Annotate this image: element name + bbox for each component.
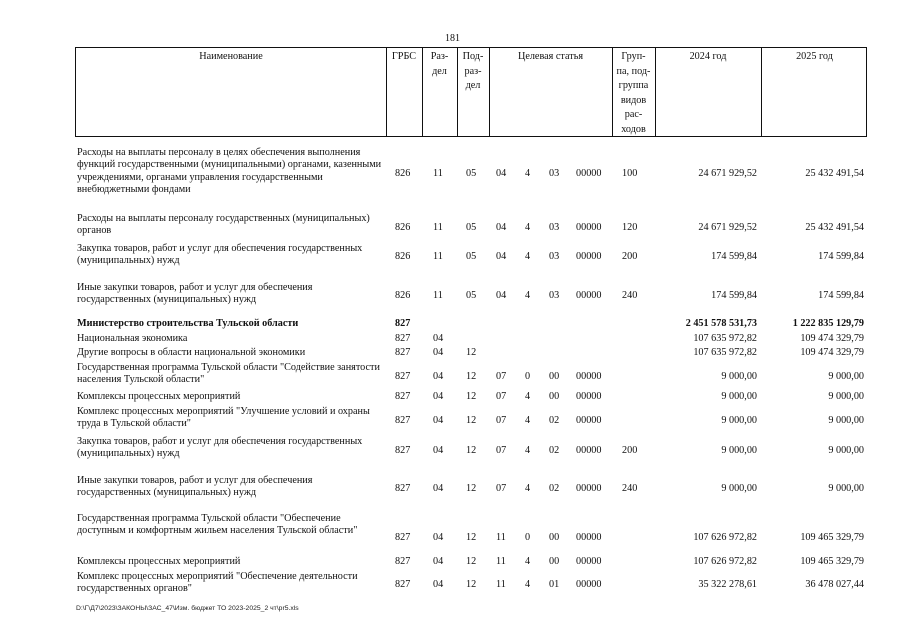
cell-pr: 12 <box>466 532 477 543</box>
cell-rz: 04 <box>433 556 444 567</box>
header-podrazdel: Под- раз- дел <box>462 51 484 92</box>
cell-t4: 00000 <box>576 556 602 567</box>
cell-grbs: 827 <box>395 415 411 426</box>
cell-vr: 200 <box>622 445 638 456</box>
cell-rz: 04 <box>433 333 444 344</box>
cell-t4: 00000 <box>576 168 602 179</box>
cell-rz: 04 <box>433 483 444 494</box>
cell-t1: 07 <box>496 445 507 456</box>
cell-pr: 05 <box>466 222 477 233</box>
cell-t4: 00000 <box>576 532 602 543</box>
row-name: Комплекс процессных мероприятий "Обеспечение деятельности государственных органов" <box>77 571 358 595</box>
cell-t3: 02 <box>549 445 560 456</box>
cell-grbs: 827 <box>395 371 411 382</box>
cell-rz: 04 <box>433 579 444 590</box>
cell-y2024: 107 635 972,82 <box>693 347 757 358</box>
cell-vr: 120 <box>622 222 638 233</box>
cell-y2025: 109 465 329,79 <box>800 532 864 543</box>
cell-t3: 00 <box>549 371 560 382</box>
cell-rz: 11 <box>433 222 443 233</box>
table-header <box>75 47 867 137</box>
cell-y2024: 9 000,00 <box>721 371 757 382</box>
cell-grbs: 827 <box>395 333 411 344</box>
cell-pr: 12 <box>466 347 477 358</box>
cell-t4: 00000 <box>576 222 602 233</box>
cell-pr: 12 <box>466 483 477 494</box>
cell-t2: 0 <box>525 532 531 543</box>
cell-pr: 12 <box>466 371 477 382</box>
cell-y2025: 109 474 329,79 <box>800 333 864 344</box>
header-2025: 2025 год <box>796 51 833 62</box>
cell-t3: 01 <box>549 579 560 590</box>
cell-pr: 12 <box>466 579 477 590</box>
row-name: Министерство строительства Тульской области <box>77 318 299 329</box>
file-path: D:\Г\Д7\2023\ЗАКОНЫ\ЗАС_47\Изм. бюджет ТО 2023-2025_2 чт\pr5.xls <box>76 605 299 612</box>
cell-t1: 07 <box>496 391 507 402</box>
cell-t4: 00000 <box>576 445 602 456</box>
cell-y2024: 24 671 929,52 <box>698 222 757 233</box>
cell-vr: 240 <box>622 483 638 494</box>
cell-y2024: 2 451 578 531,73 <box>685 318 757 329</box>
cell-t1: 04 <box>496 251 507 262</box>
cell-t3: 02 <box>549 483 560 494</box>
cell-y2024: 24 671 929,52 <box>698 168 757 179</box>
cell-t4: 00000 <box>576 371 602 382</box>
cell-y2025: 25 432 491,54 <box>805 168 864 179</box>
row-name: Иные закупки товаров, работ и услуг для обеспечения государственных (муниципальных) нужд <box>77 475 313 499</box>
cell-t1: 11 <box>496 532 506 543</box>
header-group: Груп- па, под- группа видов рас- ходов <box>616 51 651 135</box>
cell-vr: 100 <box>622 168 638 179</box>
cell-t3: 02 <box>549 415 560 426</box>
cell-t2: 4 <box>525 251 531 262</box>
cell-vr: 200 <box>622 251 638 262</box>
cell-y2024: 9 000,00 <box>721 415 757 426</box>
cell-y2024: 9 000,00 <box>721 483 757 494</box>
row-name: Государственная программа Тульской области "Обеспечение доступным и комфортным жильем населения Тульской области" <box>77 513 358 537</box>
cell-t2: 0 <box>525 371 531 382</box>
cell-y2024: 174 599,84 <box>711 251 757 262</box>
cell-grbs: 827 <box>395 579 411 590</box>
cell-t1: 11 <box>496 556 506 567</box>
cell-y2025: 109 474 329,79 <box>800 347 864 358</box>
cell-y2024: 107 626 972,82 <box>693 532 757 543</box>
row-name: Комплексы процессных мероприятий <box>77 391 241 402</box>
row-name: Расходы на выплаты персоналу государственных (муниципальных) органов <box>77 213 370 237</box>
cell-t2: 4 <box>525 222 531 233</box>
cell-t3: 00 <box>549 556 560 567</box>
cell-rz: 04 <box>433 391 444 402</box>
cell-grbs: 827 <box>395 318 411 329</box>
cell-t4: 00000 <box>576 415 602 426</box>
cell-t2: 4 <box>525 483 531 494</box>
cell-y2025: 9 000,00 <box>828 371 864 382</box>
cell-t1: 04 <box>496 290 507 301</box>
cell-t3: 03 <box>549 168 560 179</box>
row-name: Комплекс процессных мероприятий "Улучшение условий и охраны труда в Тульской области" <box>77 406 370 430</box>
cell-rz: 04 <box>433 347 444 358</box>
cell-grbs: 826 <box>395 222 411 233</box>
cell-grbs: 826 <box>395 290 411 301</box>
cell-t4: 00000 <box>576 391 602 402</box>
cell-rz: 04 <box>433 445 444 456</box>
cell-rz: 11 <box>433 168 443 179</box>
cell-t4: 00000 <box>576 251 602 262</box>
cell-t1: 04 <box>496 222 507 233</box>
cell-t2: 4 <box>525 579 531 590</box>
cell-y2025: 25 432 491,54 <box>805 222 864 233</box>
header-name: Наименование <box>199 51 263 62</box>
cell-t3: 00 <box>549 532 560 543</box>
cell-grbs: 827 <box>395 391 411 402</box>
cell-t3: 00 <box>549 391 560 402</box>
row-name: Закупка товаров, работ и услуг для обеспечения государственных (муниципальных) нужд <box>77 243 363 267</box>
cell-pr: 12 <box>466 445 477 456</box>
cell-t2: 4 <box>525 445 531 456</box>
cell-y2024: 35 322 278,61 <box>698 579 757 590</box>
cell-rz: 11 <box>433 290 443 301</box>
cell-t1: 04 <box>496 168 507 179</box>
cell-y2024: 9 000,00 <box>721 445 757 456</box>
row-name: Другие вопросы в области национальной экономики <box>77 347 306 358</box>
cell-t1: 07 <box>496 483 507 494</box>
header-grbs: ГРБС <box>391 51 417 62</box>
cell-grbs: 826 <box>395 251 411 262</box>
header-razdel: Раз- дел <box>430 51 449 77</box>
cell-t3: 03 <box>549 222 560 233</box>
cell-grbs: 827 <box>395 483 411 494</box>
cell-t3: 03 <box>549 290 560 301</box>
cell-t1: 11 <box>496 579 506 590</box>
cell-t2: 4 <box>525 415 531 426</box>
cell-grbs: 827 <box>395 445 411 456</box>
cell-y2025: 9 000,00 <box>828 483 864 494</box>
cell-y2025: 174 599,84 <box>818 290 864 301</box>
cell-y2025: 9 000,00 <box>828 415 864 426</box>
cell-t2: 4 <box>525 556 531 567</box>
cell-t2: 4 <box>525 391 531 402</box>
cell-rz: 04 <box>433 532 444 543</box>
cell-pr: 12 <box>466 556 477 567</box>
cell-t4: 00000 <box>576 290 602 301</box>
row-name: Иные закупки товаров, работ и услуг для обеспечения государственных (муниципальных) нужд <box>77 282 313 306</box>
row-name: Расходы на выплаты персоналу в целях обеспечения выполнения функций государственными (муниципальными) органами, казенными учреждениями, органами управления государственными внебюджетными фондами <box>77 147 382 196</box>
row-name: Государственная программа Тульской области "Содействие занятости населения Тульской области" <box>77 362 380 386</box>
cell-y2024: 174 599,84 <box>711 290 757 301</box>
cell-pr: 05 <box>466 251 477 262</box>
row-name: Закупка товаров, работ и услуг для обеспечения государственных (муниципальных) нужд <box>77 436 363 460</box>
cell-y2025: 9 000,00 <box>828 445 864 456</box>
cell-y2024: 107 626 972,82 <box>693 556 757 567</box>
cell-pr: 05 <box>466 168 477 179</box>
cell-y2024: 107 635 972,82 <box>693 333 757 344</box>
cell-rz: 11 <box>433 251 443 262</box>
cell-y2025: 9 000,00 <box>828 391 864 402</box>
page-number: 181 <box>445 33 460 44</box>
cell-pr: 05 <box>466 290 477 301</box>
cell-pr: 12 <box>466 391 477 402</box>
row-name: Национальная экономика <box>77 333 188 344</box>
cell-t4: 00000 <box>576 483 602 494</box>
cell-vr: 240 <box>622 290 638 301</box>
header-2024: 2024 год <box>689 51 727 62</box>
cell-rz: 04 <box>433 371 444 382</box>
cell-t2: 4 <box>525 168 531 179</box>
cell-grbs: 827 <box>395 532 411 543</box>
cell-pr: 12 <box>466 415 477 426</box>
cell-grbs: 827 <box>395 556 411 567</box>
cell-grbs: 827 <box>395 347 411 358</box>
cell-y2024: 9 000,00 <box>721 391 757 402</box>
cell-t4: 00000 <box>576 579 602 590</box>
cell-t1: 07 <box>496 415 507 426</box>
cell-t3: 03 <box>549 251 560 262</box>
cell-rz: 04 <box>433 415 444 426</box>
cell-grbs: 826 <box>395 168 411 179</box>
row-name: Комплексы процессных мероприятий <box>77 556 241 567</box>
cell-y2025: 109 465 329,79 <box>800 556 864 567</box>
cell-y2025: 36 478 027,44 <box>805 579 864 590</box>
cell-t2: 4 <box>525 290 531 301</box>
cell-t1: 07 <box>496 371 507 382</box>
cell-y2025: 174 599,84 <box>818 251 864 262</box>
cell-y2025: 1 222 835 129,79 <box>792 318 864 329</box>
header-target: Целевая статья <box>517 51 584 62</box>
